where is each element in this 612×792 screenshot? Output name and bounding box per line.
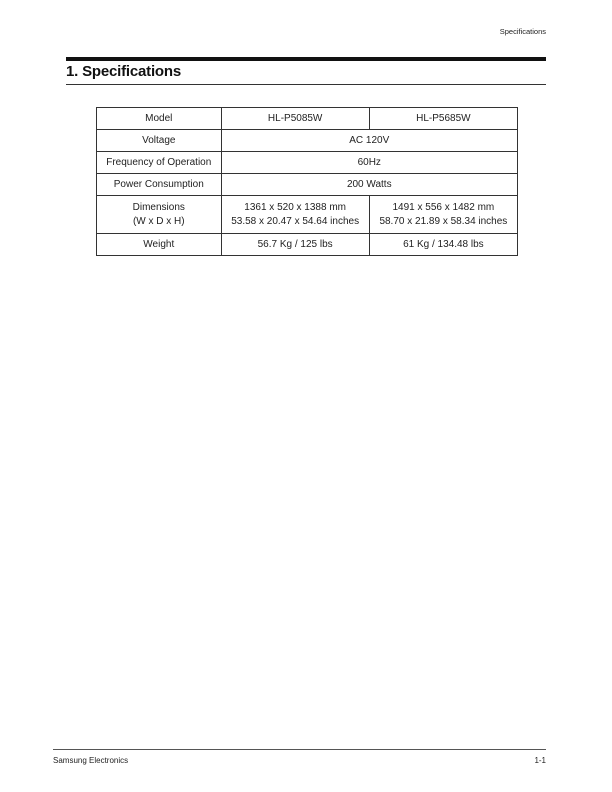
frequency-value: 60Hz (221, 152, 517, 174)
dimensions-model-b (369, 196, 517, 234)
table-row-dimensions (97, 196, 518, 234)
voltage-value: AC 120V (221, 130, 517, 152)
footer-page-number: 1-1 (534, 756, 546, 765)
dimensions-a-mm: 1361 x 520 x 1388 mm (244, 201, 346, 213)
dimensions-a-inches: 53.58 x 20.47 x 54.64 inches (231, 215, 360, 227)
table-row-power (97, 174, 518, 196)
title-bottom-rule (66, 84, 546, 85)
title-top-rule (66, 57, 546, 61)
row-label-frequency: Frequency of Operation (97, 152, 222, 174)
footer-company: Samsung Electronics (53, 756, 129, 765)
power-value: 200 Watts (221, 174, 517, 196)
specifications-table (96, 107, 518, 256)
footer-rule (53, 749, 546, 750)
dimensions-model-a (221, 196, 369, 234)
table-row-model (97, 108, 518, 130)
model-a-header: HL-P5085W (221, 108, 369, 130)
row-label-model: Model (97, 108, 222, 130)
table-row-weight (97, 234, 518, 256)
weight-model-a: 56.7 Kg / 125 lbs (221, 234, 369, 256)
row-label-dimensions (97, 196, 222, 234)
row-label-voltage: Voltage (97, 130, 222, 152)
dimensions-label-line1: Dimensions (132, 201, 185, 213)
table-row-frequency (97, 152, 518, 174)
table-row-voltage (97, 130, 518, 152)
row-label-weight: Weight (97, 234, 222, 256)
dimensions-b-inches: 58.70 x 21.89 x 58.34 inches (379, 215, 508, 227)
weight-model-b: 61 Kg / 134.48 lbs (369, 234, 517, 256)
running-header: Specifications (499, 27, 546, 36)
dimensions-b-mm: 1491 x 556 x 1482 mm (392, 201, 495, 213)
row-label-power: Power Consumption (97, 174, 222, 196)
section-title: 1. Specifications (66, 63, 181, 80)
dimensions-label-line2: (W x D x H) (132, 215, 185, 227)
model-b-header: HL-P5685W (369, 108, 517, 130)
